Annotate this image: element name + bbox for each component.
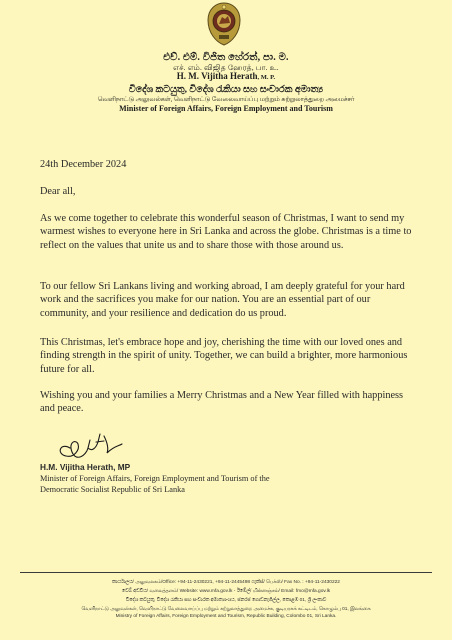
footer-web-line: වෙබ් අඩවිය/ வலைத்தளம்/ Website: www.mfa.gov.lk - ඊමේල්/ மின்னஞ்சல்/ Email: fmo@mfa.gov.lk: [121, 589, 331, 594]
minister-name-english: H. M. Vijitha Herath, M. P.: [176, 71, 276, 81]
paragraph-text: As we come together to celebrate this wonderful season of Christmas, I want to send my warmest wishes to everyone here in Sri Lanka and across the globe. Christmas is a time to reflect on the values that unite us and to share those with those around us.: [40, 213, 412, 251]
signatory-title-line-2: Democratic Socialist Republic of Sri Lanka: [40, 485, 185, 495]
footer-address-tamil: வெளிநாட்டு அலுவல்கள், வெளிநாட்டு வேலைவாய்ப்பு மற்றும் சுற்றுலாத்துறை அமைச்சு, குடியரசுக் கட்டிடம், கொழும்பு 01, இலங்கை: [81, 607, 371, 612]
signature-block: [40, 462, 340, 496]
footer-contact-line: කාර්යාලය/ அலுவலகம்/Office: +94-11-2430221, +94-11-2445498 ෆැක්ස්/ பெக்ஸ்/ Fax No. : +94-11-2430222: [112, 580, 340, 585]
footer-address-english: Ministry of Foreign Affairs, Foreign Employment and Tourism, Republic Building, Colombo 01, Sri Lanka.: [115, 614, 337, 619]
minister-title-tamil: வெளிநாட்டு அலுவல்கள், வெளிநாட்டு வேலைவாய்ப்பு மற்றும் சுற்றுலாத்துறை அமைச்சர்: [97, 96, 355, 103]
minister-name-english-text: H. M. Vijitha Herath: [176, 71, 258, 81]
letter-paragraph-1: [40, 212, 420, 252]
letter-paragraph-2: [40, 280, 420, 320]
handwritten-signature: [52, 426, 126, 464]
signatory-title-line-1: Minister of Foreign Affairs, Foreign Employment and Tourism of the: [40, 474, 270, 484]
minister-name-suffix: M. P.: [260, 74, 276, 81]
letter-paragraph-3: [40, 336, 420, 376]
minister-name-tamil: எச். எம். விஜித ஹேரத், பா. உ.: [173, 63, 279, 72]
paragraph-text: This Christmas, let's embrace hope and joy, cherishing the time with our loved ones and finding strength in the spirit of unity. Together, we can build a brighter, more harmonious future for all.: [40, 337, 408, 375]
letter-date: 24th December 2024: [40, 159, 127, 170]
footer-address-sinhala: විදේශ කටයුතු, විදේශ රැකියා සහ සංචාරක අමාත්‍යාංශය, ජනරජ ගොඩනැගිල්ල, කොළඹ 01, ශ්‍රී ලංකාව: [125, 598, 327, 603]
paragraph-text: Wishing you and your families a Merry Christmas and a New Year filled with happiness and peace.: [40, 390, 404, 415]
signatory-name: H.M. Vijitha Herath, MP: [40, 462, 131, 472]
minister-title-sinhala: විදේශ කටයුතු, විදේශ රැකියා සහ සංචාරක අමාත්‍ය: [128, 85, 324, 95]
paragraph-text: To our fellow Sri Lankans living and working abroad, I am deeply grateful for your hard work and the sacrifices you make for our nation. You are an essential part of our community, and your resilience and dedication do us proud.: [40, 281, 405, 319]
sri-lanka-emblem-icon: [205, 2, 243, 46]
minister-name-sinhala: එච්. එම්. විජිත හේරත්, පා. ම.: [163, 52, 289, 63]
minister-title-english: Minister of Foreign Affairs, Foreign Employment and Tourism: [119, 104, 333, 113]
letter-paragraph-4: [40, 389, 420, 416]
letter-greeting: Dear all,: [40, 186, 76, 197]
footer-divider: [20, 572, 432, 573]
